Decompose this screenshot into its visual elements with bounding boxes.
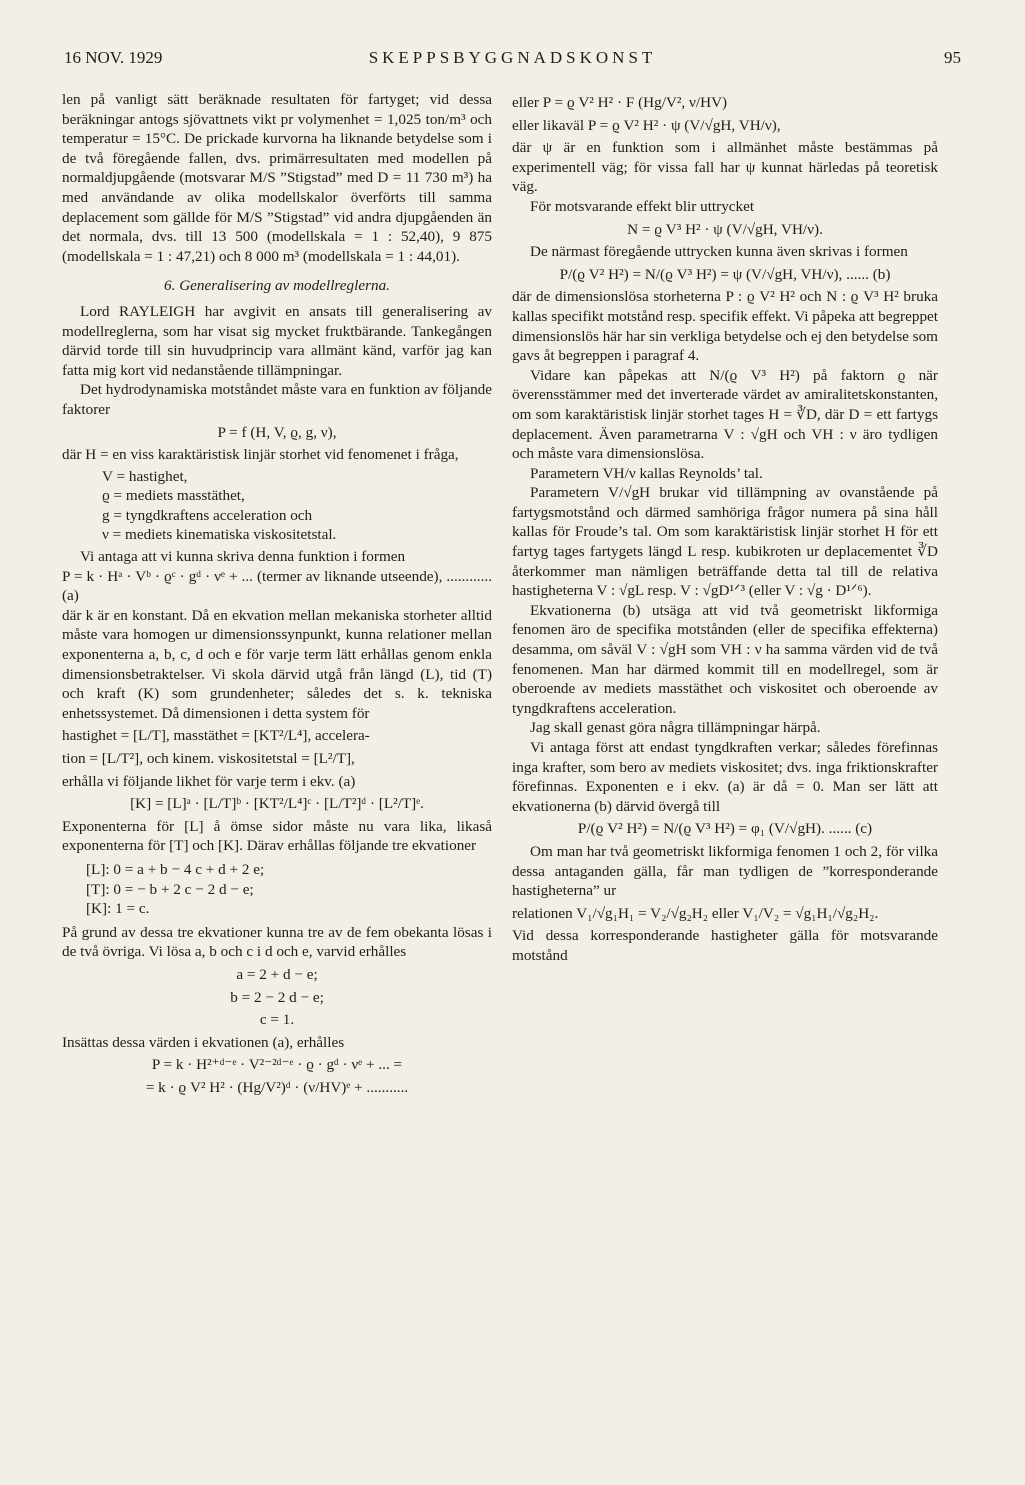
paragraph: För motsvarande effekt blir uttrycket — [530, 197, 755, 215]
paragraph: Parametern V/√gH brukar vid tillämpning av ovanstående på fartygsmotstånd och därmed samhöriga frågor numera på sina håll kallas för Froude’s tal. Om som karaktäristisk linjär storhet H för ett fartyg tages fartygets längd L resp. kubikroten ur deplacementet ∛D återkommer man nämligen beträffande detta tal till de relativa hastigheterna V : √gL resp. V : √gD¹ᐟ³ (eller V : √g · D¹ᐟ⁶). — [512, 484, 938, 600]
paragraph: där k är en konstant. Då en ekvation mellan mekaniska storheter alltid måste vara homogen ur dimensionssynpunkt, kunna relationer mellan exponenterna a, b, c, d och e för varje term lätt erhållas genom enkla dimensionsbetraktelser. Vi skola därvid utgå från längd (L), tid (T) och kraft (K) som grundenheter; således det s. k. tekniska enhetssystemet. Då dimensionen i detta system för — [62, 606, 492, 722]
paragraph: erhålla vi följande likhet för varje term i ekv. (a) — [62, 772, 356, 790]
left-column — [62, 90, 492, 1101]
paragraph: De närmast föregående uttrycken kunna även skrivas i formen — [530, 243, 908, 261]
paragraph: Jag skall genast göra några tillämpningar härpå. — [530, 719, 821, 737]
page-header — [64, 48, 961, 78]
equation-relation: relationen V₁/√g₁H₁ = V₂/√g₂H₂ eller V₁/V₂ = √g₁H₁/√g₂H₂. — [512, 904, 879, 922]
equation-dimension-balance: [K] = [L]ᵃ · [L/T]ᵇ · [KT²/L⁴]ᶜ · [L/T²]ᵈ · [L²/T]ᵉ. — [130, 795, 424, 813]
paragraph: där ψ är en funktion som i allmänhet måste bestämmas på experimentell väg; för vissa fall har ψ kunnat härledas på teoretisk väg. — [512, 139, 938, 196]
paragraph: Vid dessa korresponderande hastigheter gälla för motsvarande motstånd — [512, 927, 938, 964]
solution: b = 2 − 2 d − e; — [230, 988, 324, 1006]
paragraph: Insättas dessa värden i ekvationen (a), erhålles — [62, 1033, 345, 1051]
paragraph: Exponenterna för [L] å ömse sidor måste nu vara lika, likaså exponenterna för [T] och [K]. Därav erhållas följande tre ekvationer — [62, 817, 492, 855]
equation-substituted-2: = k · ϱ V² H² · (Hg/V²)ᵈ · (ν/HV)ᵉ + ........... — [145, 1078, 409, 1096]
equation-effect: N = ϱ V³ H² · ψ (V/√gH, VH/ν). — [627, 220, 823, 238]
definition-item: g = tyngdkraftens acceleration och — [102, 506, 313, 524]
equation-psi: eller likaväl P = ϱ V² H² · ψ (V/√gH, VH/ν), — [512, 116, 781, 134]
definition-list — [102, 467, 492, 545]
equation-a: P = k · Hᵃ · Vᵇ · ϱᶜ · gᵈ · νᵉ + ... (termer av liknande utseende), ............ (a) — [62, 567, 492, 605]
definition-item: ϱ = mediets masstäthet, — [102, 487, 245, 505]
definition-item: V = hastighet, — [102, 467, 188, 485]
equation-substituted-1: P = k · H²⁺ᵈ⁻ᵉ · V²⁻²ᵈ⁻ᵉ · ϱ · gᵈ · νᵉ + ... = — [151, 1056, 403, 1074]
paragraph: Lord RAYLEIGH har avgivit en ansats till generalisering av modellreglerna, som har visat sig mycket fruktbärande. Tankegången därvid torde till sin huvudprincip vara allmänt känd, varför jag kan fatta mig kort vid nedanstående tillämpningar. — [62, 302, 492, 379]
solution: c = 1. — [259, 1011, 295, 1029]
equation-F: eller P = ϱ V² H² · F (Hg/V², ν/HV) — [512, 94, 728, 111]
definition-h: där H = en viss karaktäristisk linjär storhet vid fenomenet i fråga, — [62, 446, 459, 464]
paragraph: Parametern VH/ν kallas Reynolds’ tal. — [530, 464, 763, 482]
paragraph: Om man har två geometriskt likformiga fenomen 1 och 2, för vilka dessa antaganden gälla, får man tydligen de ”korresponderande hastigheterna” ur — [512, 842, 938, 900]
equation-b: P/(ϱ V² H²) = N/(ϱ V³ H²) = ψ (V/√gH, VH/ν), ...... (b) — [559, 265, 891, 283]
right-column — [512, 90, 938, 966]
system-equation: [T]: 0 = − b + 2 c − 2 d − e; — [86, 880, 254, 898]
equation-c: P/(ϱ V² H²) = N/(ϱ V³ H²) = φ₁ (V/√gH). ...... (c) — [577, 820, 873, 838]
paragraph: Ekvationerna (b) utsäga att vid två geometriskt likformiga fenomen äro de specifika motstånden (eller de specifika effekterna) desamma, om såväl V : √gH som VH : ν ha samma värden vid de två fenomenen. Man har därmed kommit till en modellregel, som är oberoende av mediets masstäthet och viskositet och oberoende av tyngdkraftens acceleration. — [512, 601, 938, 717]
equation-dimension-2: tion = [L/T²], och kinem. viskositetstal = [L²/T], — [62, 750, 355, 767]
paragraph: Vi antaga först att endast tyngdkraften verkar; således förefinnas inga krafter, som bero av mediets viskositet; dvs. inga friktionskrafter förefinnas. Exponenten e i ekv. (a) är då = 0. Man ser lätt att ekvationerna (b) därvid övergå till — [512, 739, 938, 815]
journal-title: SKEPPSBYGGNADSKONST — [368, 48, 657, 67]
page-number: 95 — [944, 48, 961, 67]
header-date: 16 NOV. 1929 — [64, 48, 163, 67]
system-equation: [L]: 0 = a + b − 4 c + d + 2 e; — [86, 860, 265, 878]
paragraph: Det hydrodynamiska motståndet måste vara en funktion av följande faktorer — [62, 381, 492, 418]
paragraph: len på vanligt sätt beräknade resultaten för fartyget; vid dessa beräkningar antogs sjövattnets vikt pr volymenhet = 1,025 ton/m³ och temperatur = 15°C. De prickade kurvorna ha liknande betydelse som i de två föregående fallen, dvs. primärresultaten med modellen på normaldjupgående (motsvarar M/S ”Stigstad” med D = 11 730 m³) ha med användande av olika modellskalor överförts till samma deplacement som gällde för M/S ”Stigstad” vid andra djupgåenden än det normala, dvs. till 13 500 (modellskala = 1 : 52,40), 9 875 (modellskala = 1 : 47,21) och 8 000 m³ (modellskala = 1 : 44,01). — [62, 91, 492, 265]
paragraph: Vidare kan påpekas att N/(ϱ V³ H²) på faktorn ϱ när överensstämmer med det inverterade värdet av amiralitetskonstanten, om som karaktäristisk linjär storhet tages H = ∛D, där D = ett fartygs deplacement. Även parametrarna V : √gH och VH : ν äro tydligen och måste vara dimensionslösa. — [512, 366, 938, 463]
equation: P = f (H, V, ϱ, g, ν), — [217, 423, 337, 441]
paragraph: På grund av dessa tre ekvationer kunna tre av de fem obekanta lösas i de två övriga. Vi lösa a, b och c i d och e, varvid erhålles — [62, 923, 492, 961]
system-equation: [K]: 1 = c. — [86, 900, 150, 918]
definition-item: ν = mediets kinematiska viskositetstal. — [102, 526, 337, 544]
paragraph: Vi antaga att vi kunna skriva denna funktion i formen — [80, 548, 406, 566]
solution: a = 2 + d − e; — [236, 965, 318, 983]
section-heading: 6. Generalisering av modellreglerna. — [164, 277, 390, 295]
equation-dimension-1: hastighet = [L/T], masstäthet = [KT²/L⁴], accelera- — [62, 727, 370, 745]
paragraph: där de dimensionslösa storheterna P : ϱ V² H² och N : ϱ V³ H² bruka kallas specifikt motstånd resp. specifik effekt. Vi påpeka att begreppet dimensionslös här har sin verkliga betydelse och ej den betydelse som gavs åt begreppen i paragraf 4. — [512, 288, 938, 365]
equation-system — [86, 860, 492, 919]
